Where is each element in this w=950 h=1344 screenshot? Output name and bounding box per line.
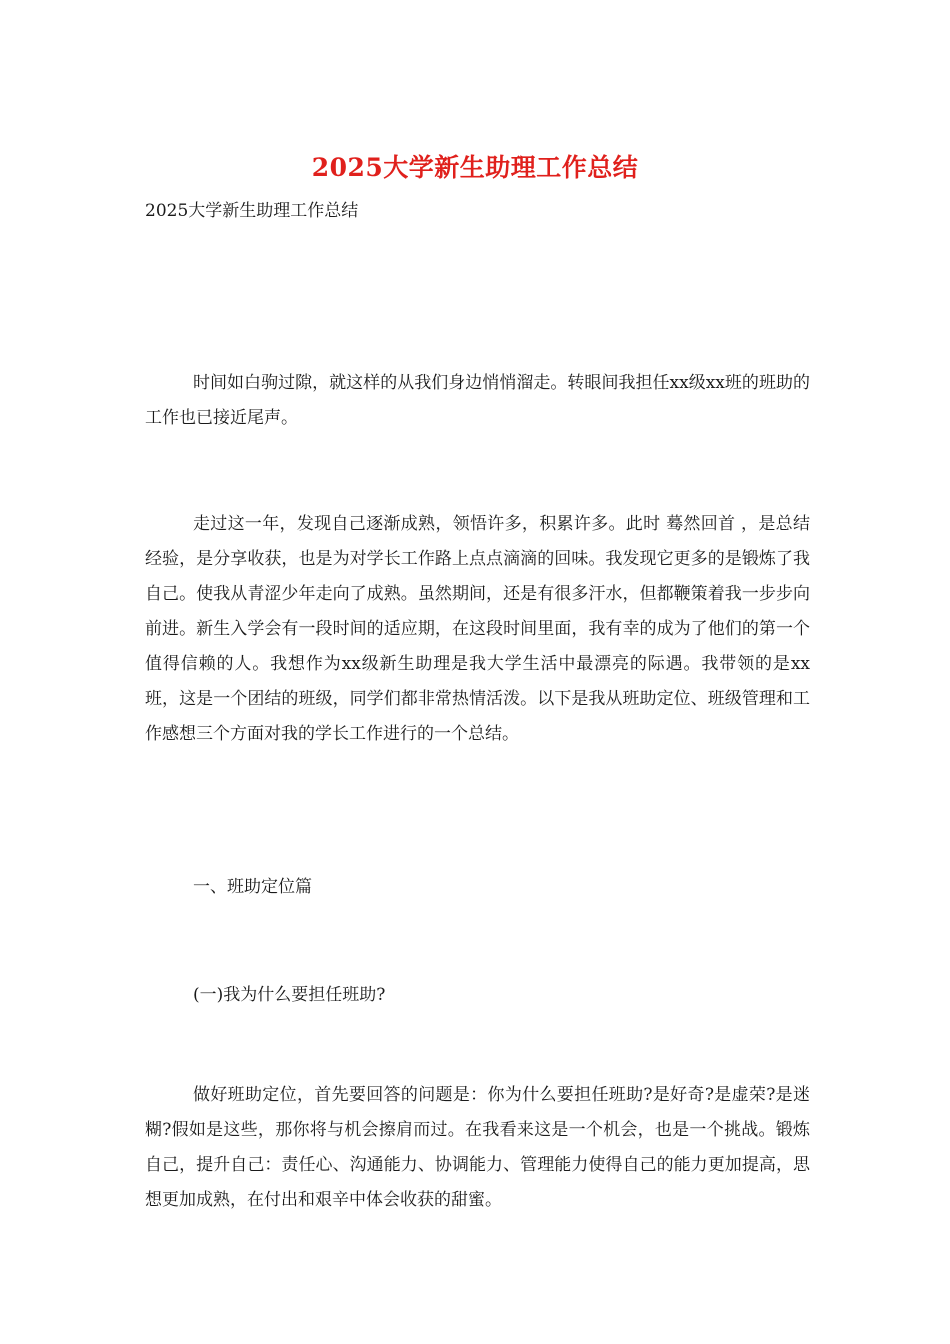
paragraph-positioning: 做好班助定位，首先要回答的问题是：你为什么要担任班助?是好奇?是虚荣?是迷糊?假如是这些，那你将与机会擦肩而过。在我看来这是一个机会，也是一个挑战。锻炼自己，提升自己：责任心、沟通能力、协调能力、管理能力使得自己的能力更加提高，思想更加成熟，在付出和艰辛中体会收获的甜蜜。 [145,1085,810,1210]
document-title: 2025大学新生助理工作总结 [311,153,639,182]
paragraph-reflection: 走过这一年，发现自己逐渐成熟，领悟许多，积累许多。此时 蓦然回首 ，是总结经验，是分享收获，也是为对学长工作路上点点滴滴的回味。我发现它更多的是锻炼了我自己。使我从青涩少年走向了成熟。虽然期间，还是有很多汗水，但都鞭策着我一步步向前进。新生入学会有一段时间的适应期，在这段时间里面，我有幸的成为了他们的第一个值得信赖的人。我想作为xx级新生助理是我大学生活中最漂亮的际遇。我带领的是xx班，这是一个团结的班级，同学们都非常热情活泼。以下是我从班助定位、班级管理和工作感想三个方面对我的学长工作进行的一个总结。 [145,514,810,744]
document-subtitle: 2025大学新生助理工作总结 [145,201,359,221]
subsection-heading: (一)我为什么要担任班助? [193,985,386,1005]
paragraph-intro: 时间如白驹过隙，就这样的从我们身边悄悄溜走。转眼间我担任xx级xx班的班助的工作也已接近尾声。 [145,373,810,428]
section-heading: 一、班助定位篇 [193,877,312,897]
